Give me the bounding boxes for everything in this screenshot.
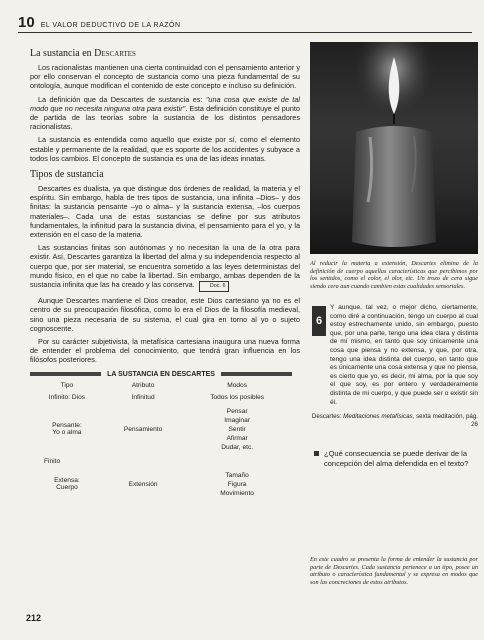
table-row: Infinito: Dios Infinitud Todos los posibles xyxy=(48,393,265,401)
document-number-badge: 6 xyxy=(312,306,326,336)
paragraph: Descartes es dualista, ya que distingue dos órdenes de realidad, la materia y el espíritu. Sin embargo, habla de tres tipos de sustancia, una infinita –Dios– y dos finitas: la sustancia pensante –yo o alma– y la sustancia extensa, –los cuerpos materiales–. Cada una de estas sustancias se define por sus atributos fundamentales, la infinitud para la sustancia divina, el pensamiento para el yo, y la extensión en el caso de la materia. xyxy=(30,184,300,240)
table-row: Pensante: Yo o alma Pensamiento Pensar Imaginar Sentir Afirmar Dudar, etc. xyxy=(52,407,254,451)
paragraph: Los racionalistas mantienen una cierta continuidad con el pensamiento anterior y por ello conservan el concepto de sustancia como una pieza fundamental de su ontología, aunque modifican el contenido de este concepto e incluso su definición. xyxy=(30,63,300,91)
page-number: 212 xyxy=(26,613,42,623)
table-caption: En este cuadro se presenta la forma de entender la sustancia por parte de Descartes. Cada sustancia pertenece a un tipo, posee un atributo o característica fundamental y se expresa en modos que son las concreciones de estos atributos. xyxy=(310,556,478,586)
activity-question: ¿Qué consecuencia se puede derivar de la concepción del alma defendida en el texto? xyxy=(314,449,478,468)
header-rule xyxy=(18,32,472,33)
col-header-atributo: Atributo xyxy=(131,381,155,389)
main-text-column xyxy=(30,48,300,501)
table-row: Extensa: Cuerpo Extensión Tamaño Figura Movimiento xyxy=(54,471,254,497)
col-header-tipo: Tipo xyxy=(60,381,74,389)
table-title: LA SUSTANCIA EN DESCARTES xyxy=(30,371,292,378)
doc-reference-tag[interactable]: Doc. 6 xyxy=(199,281,229,292)
paragraph-doc-ref: Las sustancias finitas son autónomas y no necesitan la una de la otra para existir. Así, Descartes garantiza la libertad del alma y su independencia respecto al cuerpo que, por ser material, se encuentra sometido a las leyes deterministas del mundo físico, en el que no cabe la libertad. Sin embargo, ambas dependen de la sustancia infinita que las ha creado y las conserva. Doc. 6 xyxy=(30,243,300,292)
bullet-icon xyxy=(314,451,319,456)
quote-text: Y aunque, tal vez, o mejor dicho, ciertamente, como diré a continuación, tengo un cuerpo al cual estoy estrechamente unido, sin embargo, puesto que, por una parte, tengo una idea clara y distinta de mí mismo, en tanto que soy únicamente una cosa que piensa y no extensa, y que, por otra, tengo una idea distinta del cuerpo, en tanto que es únicamente una cosa extensa y que no piensa, es cierto que yo, es decir, mi alma, por la que soy el que soy, es por entero y verdaderamente distinta de mi cuerpo, y que puede ser o existir sin él. xyxy=(330,304,478,406)
paragraph: Aunque Descartes mantiene el Dios creador, este Dios cartesiano ya no es el centro de su preocupación filosófica, como lo era el Dios de la filosofía medieval, sino una pieza necesaria de su sistema, el cual gira en torno al yo o sujeto cognoscente. xyxy=(30,296,300,333)
header-chapter-title: EL VALOR DEDUCTIVO DE LA RAZÓN xyxy=(40,22,181,29)
document-quote-box xyxy=(306,300,478,468)
section-title-sustancia: La sustancia en Descartes xyxy=(30,48,136,59)
paragraph: La sustancia es entendida como aquello que existe por sí, como el elemento estable y permanente de la realidad, que es soporte de los accidentes y subyace a todos los cambios. El concepto de sustancia es una de las ideas innatas. xyxy=(30,135,300,163)
candle-photo xyxy=(310,42,478,254)
col-header-modos: Modos xyxy=(227,381,248,389)
table-row-finito: Finito xyxy=(44,457,61,465)
photo-caption: Al reducir la materia a extensión, Descartes elimina de la definición de cuerpo aquellas características que percibimos por los sentidos, como el color, el olor, etc. Un trozo de cera sigue siendo cera aun cuando cambien estas cualidades sensoriales. xyxy=(310,260,478,290)
running-header xyxy=(18,14,181,31)
table-header-row xyxy=(30,380,292,391)
paragraph-definition: La definición que da Descartes de sustancia es: "una cosa que existe de tal modo que no necesita ninguna otra para existir". Esta definición constituye el punto de partida de las teorías sobre la sustancia de los distintos pensadores racionalistas. xyxy=(30,94,301,132)
substance-table xyxy=(30,371,292,501)
paragraph: Por su carácter subjetivista, la metafísica cartesiana inaugura una nueva forma de entender el problema del conocimiento, que tendrá gran influencia en los filósofos posteriores. xyxy=(30,337,300,365)
quote-source: Descartes: Meditaciones metafísicas, sexta meditación, pág. 26 xyxy=(311,413,478,429)
header-page-number: 10 xyxy=(18,14,35,31)
section-title-tipos: Tipos de sustancia xyxy=(30,169,104,181)
